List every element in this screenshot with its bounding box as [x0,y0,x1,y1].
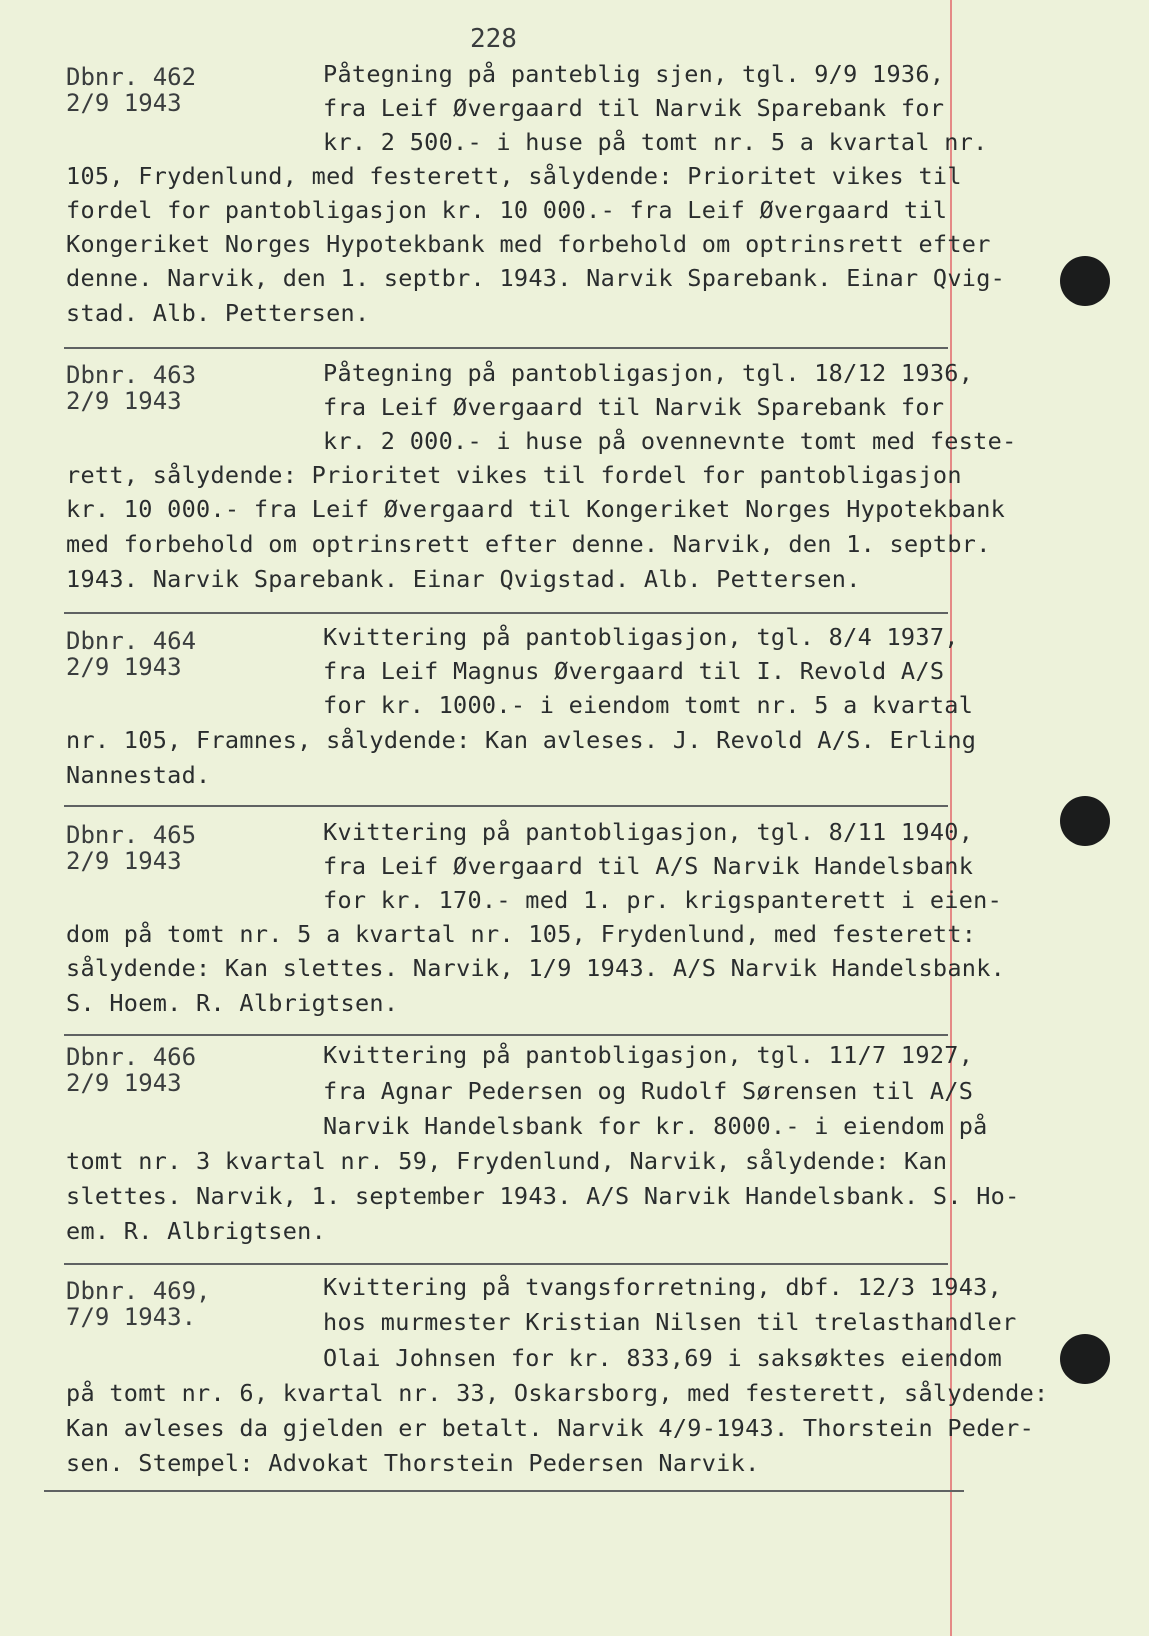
entry-number: Dbnr. 466 [66,1043,197,1071]
entry-date: 2/9 1943 [66,89,182,117]
entry-text-line: Olai Johnsen for kr. 833,69 i saksøktes eiendom [323,1344,1003,1372]
entry-divider [64,805,948,807]
entry-text-line: kr. 10 000.- fra Leif Øvergaard til Kongeriket Norges Hypotekbank [66,495,1006,523]
entry-text-line: fra Leif Øvergaard til Narvik Sparebank for [323,94,945,122]
entry-text-line: med forbehold om optrinsrett efter denne. Narvik, den 1. septbr. [66,530,991,558]
entry-text-line: fra Agnar Pedersen og Rudolf Sørensen til A/S [323,1077,974,1105]
entry-text-line: rett, sålydende: Prioritet vikes til fordel for pantobligasjon [66,461,962,489]
entry-text-line: Påtegning på panteblig sjen, tgl. 9/9 1936, [323,60,945,88]
punch-hole-icon [1060,1334,1110,1384]
entry-text-line: for kr. 170.- med 1. pr. krigspanterett i eien- [323,886,1003,914]
entry-text-line: hos murmester Kristian Nilsen til trelasthandler [323,1308,1017,1336]
entry-text-line: fra Leif Øvergaard til A/S Narvik Handelsbank [323,852,974,880]
entry-text-line: 1943. Narvik Sparebank. Einar Qvigstad. Alb. Pettersen. [66,565,861,593]
entry-text-line: fordel for pantobligasjon kr. 10 000.- fra Leif Øvergaard til [66,196,948,224]
entry-text-line: Kvittering på tvangsforretning, dbf. 12/3 1943, [323,1273,1003,1301]
entry-text-line: Kan avleses da gjelden er betalt. Narvik 4/9-1943. Thorstein Peder- [66,1414,1035,1442]
entry-divider [64,1034,948,1036]
entry-text-line: Kvittering på pantobligasjon, tgl. 11/7 1927, [323,1041,974,1069]
entry-divider [44,1490,964,1492]
entry-divider [64,347,948,349]
entry-date: 2/9 1943 [66,847,182,875]
page-number: 228 [470,24,517,54]
entry-text-line: Narvik Handelsbank for kr. 8000.- i eiendom på [323,1112,988,1140]
entry-number: Dbnr. 463 [66,361,197,389]
entry-number: Dbnr. 464 [66,627,197,655]
entry-text-line: på tomt nr. 6, kvartal nr. 33, Oskarsborg, med festerett, sålydende: [66,1379,1049,1407]
punch-hole-icon [1060,256,1110,306]
entry-date: 7/9 1943. [66,1303,197,1331]
entry-date: 2/9 1943 [66,653,182,681]
entry-divider [64,612,948,614]
entry-text-line: for kr. 1000.- i eiendom tomt nr. 5 a kvartal [323,691,974,719]
entry-text-line: denne. Narvik, den 1. septbr. 1943. Narvik Sparebank. Einar Qvig- [66,264,1006,292]
entry-number: Dbnr. 469, [66,1277,211,1305]
entry-text-line: S. Hoem. R. Albrigtsen. [66,989,399,1017]
entry-number: Dbnr. 465 [66,821,197,849]
entry-text-line: sen. Stempel: Advokat Thorstein Pedersen Narvik. [66,1449,760,1477]
entry-text-line: em. R. Albrigtsen. [66,1217,327,1245]
entry-text-line: kr. 2 500.- i huse på tomt nr. 5 a kvartal nr. [323,128,988,156]
entry-text-line: dom på tomt nr. 5 a kvartal nr. 105, Frydenlund, med festerett: [66,920,977,948]
entry-text-line: Kvittering på pantobligasjon, tgl. 8/11 1940, [323,818,974,846]
punch-hole-icon [1060,796,1110,846]
entry-divider [64,1263,948,1265]
entry-text-line: slettes. Narvik, 1. september 1943. A/S Narvik Handelsbank. S. Ho- [66,1182,1020,1210]
entry-text-line: stad. Alb. Pettersen. [66,299,370,327]
entry-text-line: Påtegning på pantobligasjon, tgl. 18/12 1936, [323,359,974,387]
entry-text-line: fra Leif Øvergaard til Narvik Sparebank for [323,393,945,421]
entry-text-line: nr. 105, Framnes, sålydende: Kan avleses. J. Revold A/S. Erling [66,726,977,754]
entry-number: Dbnr. 462 [66,63,197,91]
entry-text-line: Kvittering på pantobligasjon, tgl. 8/4 1937, [323,623,959,651]
entry-date: 2/9 1943 [66,387,182,415]
entry-text-line: Kongeriket Norges Hypotekbank med forbehold om optrinsrett efter [66,230,991,258]
entry-text-line: 105, Frydenlund, med festerett, sålydende: Prioritet vikes til [66,162,962,190]
entry-text-line: kr. 2 000.- i huse på ovennevnte tomt med feste- [323,427,1017,455]
entry-text-line: Nannestad. [66,761,211,789]
entry-text-line: tomt nr. 3 kvartal nr. 59, Frydenlund, Narvik, sålydende: Kan [66,1147,948,1175]
entry-date: 2/9 1943 [66,1069,182,1097]
entry-text-line: sålydende: Kan slettes. Narvik, 1/9 1943. A/S Narvik Handelsbank. [66,954,1006,982]
entry-text-line: fra Leif Magnus Øvergaard til I. Revold A/S [323,657,945,685]
